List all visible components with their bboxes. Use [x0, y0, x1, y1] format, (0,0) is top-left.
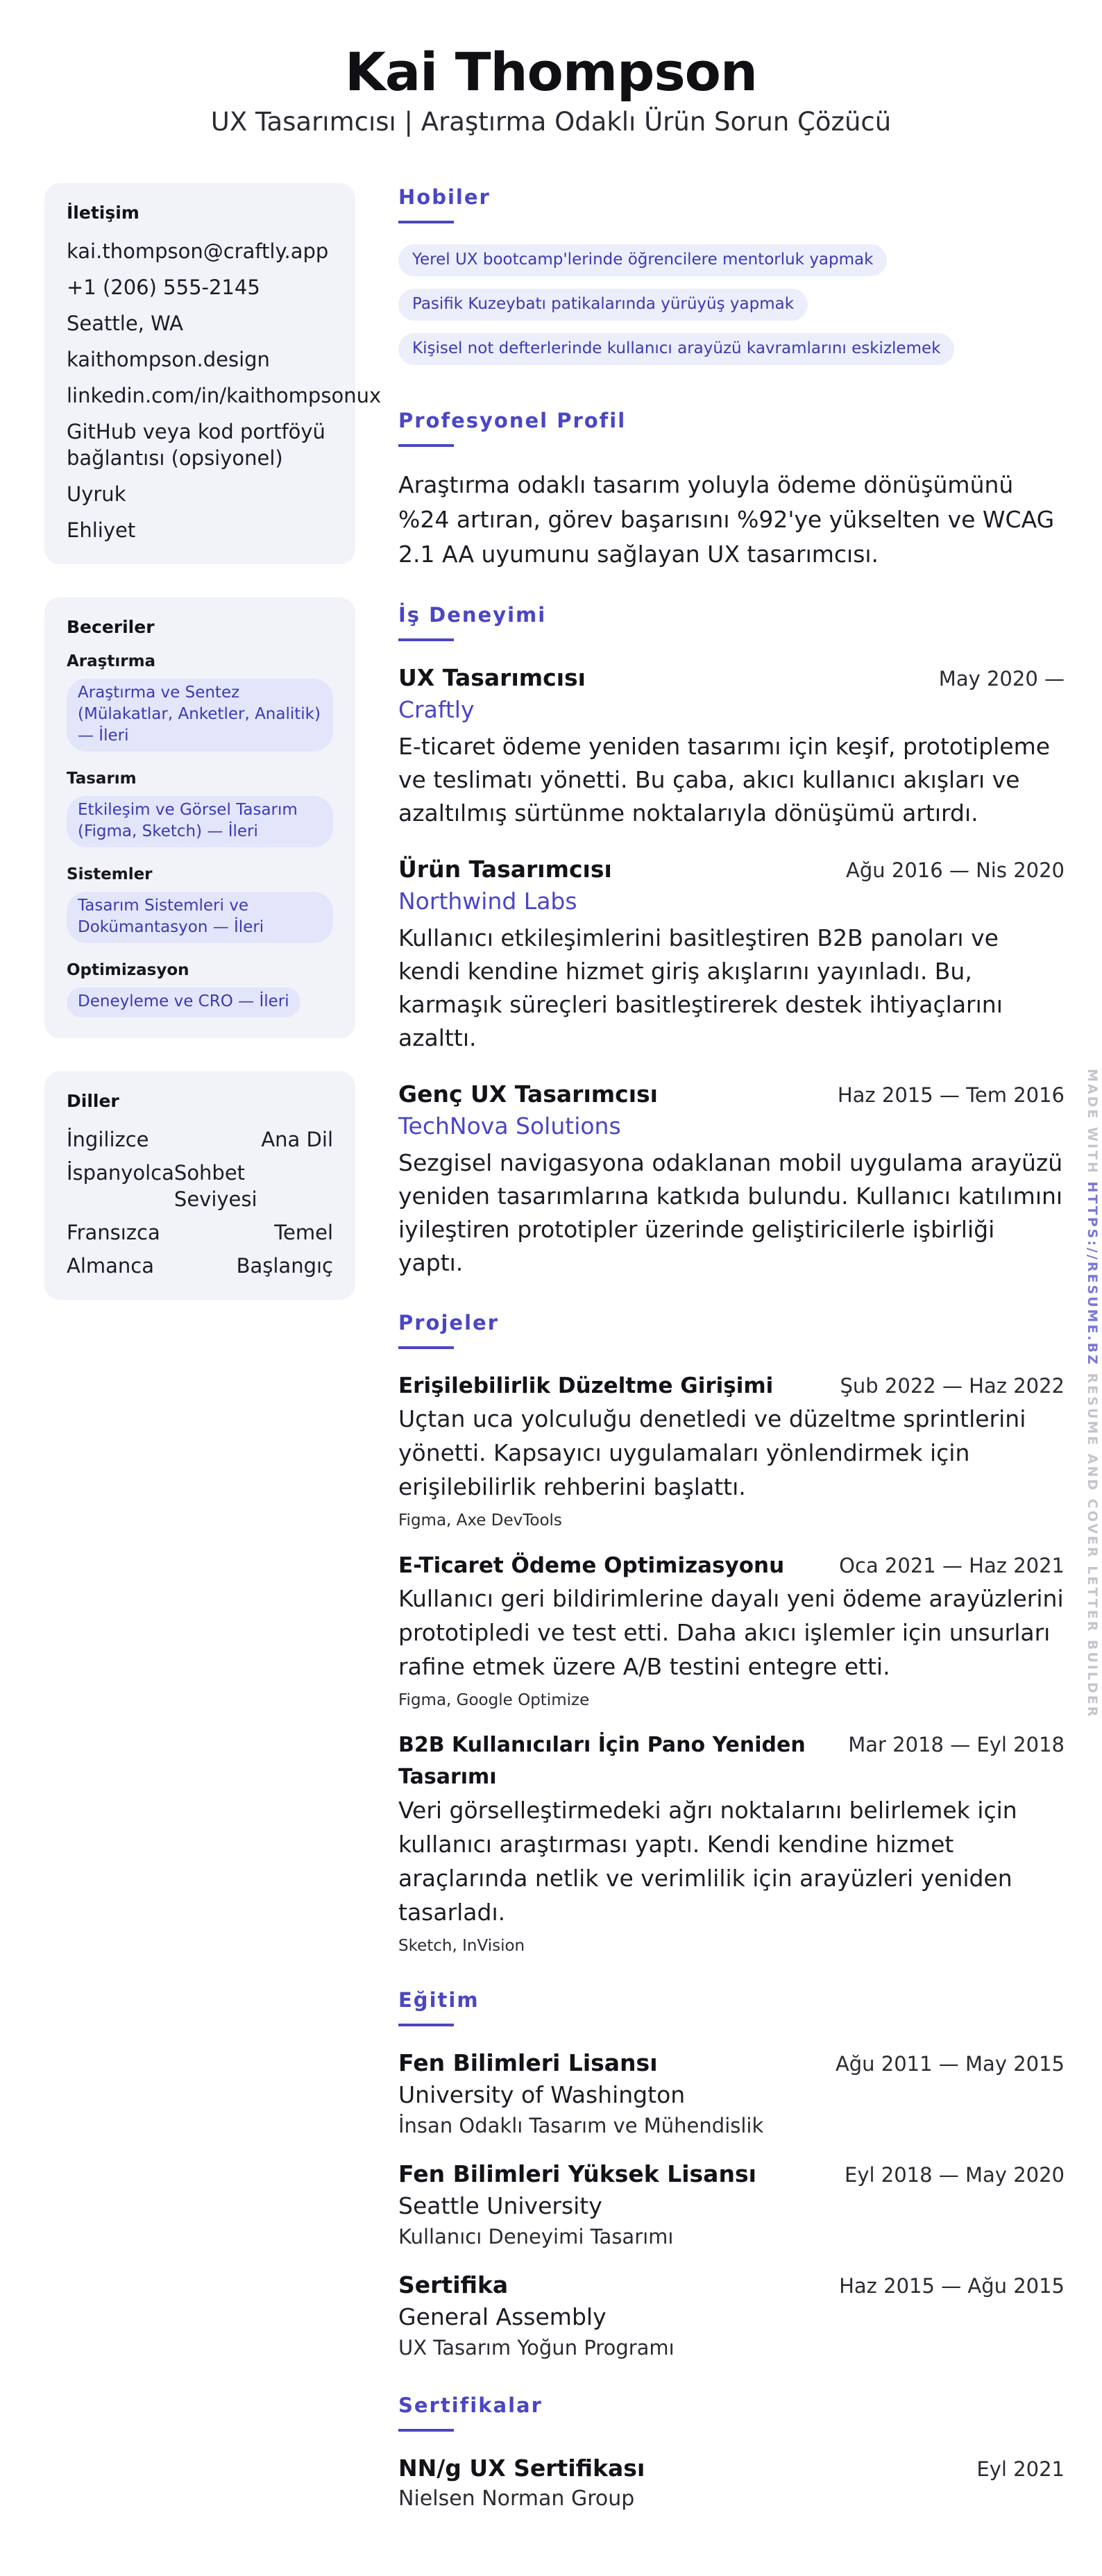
- education-entry: [398, 2158, 1065, 2251]
- project-tools: Figma, Google Optimize: [398, 1691, 590, 1709]
- education-field: İnsan Odaklı Tasarım ve Mühendislik: [398, 2114, 764, 2137]
- skill-pill: Etkileşim ve Görsel Tasarım (Figma, Sketch) — İleri: [67, 796, 333, 847]
- experience-entry: [398, 854, 1065, 1055]
- language-name: İspanyolca: [67, 1161, 174, 1185]
- job-description: Kullanıcı etkileşimlerini basitleştiren B2B panoları ve kendi kendine hizmet giriş akışlarını yayınladı. Bu, karmaşık süreçleri basitleştirerek destek ihtiyaçlarını azalttı.: [398, 924, 1003, 1051]
- hobby-pill: Pasifik Kuzeybatı patikalarında yürüyüş yapmak: [398, 289, 808, 321]
- project-description: Veri görselleştirmedeki ağrı noktalarını belirlemek için kullanıcı araştırması yaptı. Kendi kendine hizmet araçlarında netlik ve verimlilik için arayüzleri yeniden tasarladı.: [398, 1797, 1017, 1926]
- job-role: Genç UX Tasarımcısı: [398, 1081, 658, 1108]
- hobbies-title: Hobiler: [398, 185, 491, 209]
- language-name: İngilizce: [67, 1128, 149, 1151]
- education-date: Haz 2015 — Ağu 2015: [839, 2274, 1065, 2298]
- sidebar: [44, 183, 382, 1333]
- education-title: Eğitim: [398, 1988, 480, 2012]
- skills-title: Beceriler: [67, 617, 155, 637]
- section-divider: [398, 638, 454, 641]
- education-degree: Sertifika: [398, 2271, 509, 2298]
- skill-pill: Deneyleme ve CRO — İleri: [67, 988, 300, 1017]
- section-divider: [398, 2429, 454, 2432]
- contact-title: İletişim: [67, 203, 139, 223]
- skill-group-name: Sistemler: [67, 865, 153, 883]
- project-description: Uçtan uca yolculuğu denetledi ve düzeltme sprintlerini yönetti. Kapsayıcı uygulamaları yönlendirmek için erişilebilirlik rehberini başlattı.: [398, 1405, 1026, 1500]
- hobbies-section: [398, 183, 1065, 378]
- contact-website[interactable]: kaithompson.design: [67, 348, 270, 371]
- project-tools: Figma, Axe DevTools: [398, 1511, 562, 1530]
- language-level: Başlangıç: [236, 1254, 333, 1278]
- profile-title: Profesyonel Profil: [398, 409, 627, 432]
- skill-group-name: Tasarım: [67, 770, 137, 788]
- language-row: [67, 1160, 333, 1212]
- job-company: TechNova Solutions: [398, 1112, 621, 1139]
- project-entry: [398, 1370, 1065, 1532]
- resume-header: [0, 40, 1102, 139]
- contact-linkedin[interactable]: linkedin.com/in/kaithompsonux: [67, 384, 382, 407]
- language-row: [67, 1253, 333, 1279]
- experience-entry: [398, 662, 1065, 830]
- education-degree: Fen Bilimleri Lisansı: [398, 2049, 658, 2076]
- education-entry: [398, 2269, 1065, 2362]
- project-entry: [398, 1550, 1065, 1711]
- language-row: [67, 1126, 333, 1153]
- job-description: E-ticaret ödeme yeniden tasarımı için keşif, prototipleme ve teslimatı yönetti. Bu çaba, akıcı kullanıcı akışları ve azaltılmış sürtünme noktalarıyla dönüşümü artırdı.: [398, 733, 1051, 827]
- projects-section: [398, 1309, 1065, 1957]
- projects-title: Projeler: [398, 1311, 499, 1334]
- person-name: Kai Thompson: [345, 41, 757, 103]
- job-role: Ürün Tasarımcısı: [398, 856, 612, 883]
- skills-card: [44, 598, 355, 1038]
- profile-section: [398, 407, 1065, 572]
- certification-name: NN/g UX Sertifikası: [398, 2455, 645, 2482]
- job-description: Sezgisel navigasyona odaklanan mobil uygulama arayüzü yeniden tasarımlarına katkıda bulundu. Kullanıcı katılımını iyileştiren prototipler üzerinde geliştiricilerle işbirliği yaptı.: [398, 1149, 1063, 1276]
- language-level: Ana Dil: [261, 1128, 333, 1151]
- project-description: Kullanıcı geri bildirimlerine dayalı yeni ödeme arayüzlerini prototipledi ve test etti. Daha akıcı işlemler için unsurları rafine etmek üzere A/B testini entegre etti.: [398, 1585, 1064, 1680]
- job-company: Northwind Labs: [398, 888, 577, 915]
- section-divider: [398, 2024, 454, 2026]
- project-tools: Sketch, InVision: [398, 1937, 525, 1955]
- contact-location: Seattle, WA: [67, 312, 184, 335]
- main-content: [398, 183, 1065, 2514]
- skill-group: [67, 770, 333, 847]
- language-name: Almanca: [67, 1254, 155, 1278]
- education-date: Eyl 2018 — May 2020: [845, 2163, 1065, 2187]
- watermark-text: [1085, 1069, 1100, 1718]
- education-degree: Fen Bilimleri Yüksek Lisansı: [398, 2160, 756, 2187]
- project-name: B2B Kullanıcıları İçin Pano Yeniden Tasarımı: [398, 1733, 806, 1789]
- certifications-section: [398, 2391, 1065, 2514]
- skill-pill: Araştırma ve Sentez (Mülakatlar, Anketler, Analitik) — İleri: [67, 679, 333, 752]
- education-entry: [398, 2047, 1065, 2140]
- certification-entry: [398, 2452, 1065, 2514]
- profile-text: Araştırma odaklı tasarım yoluyla ödeme dönüşümünü %24 artıran, görev başarısını %92'ye yükselten ve WCAG 2.1 AA uyumunu sağlayan UX tasarımcısı.: [398, 471, 1055, 568]
- education-section: [398, 1986, 1065, 2362]
- experience-section: [398, 601, 1065, 1280]
- language-level: Temel: [274, 1221, 333, 1244]
- experience-entry: [398, 1078, 1065, 1280]
- skill-pill: Tasarım Sistemleri ve Dokümantasyon — İleri: [67, 892, 333, 943]
- education-institution: University of Washington: [398, 2081, 686, 2108]
- project-date: Oca 2021 — Haz 2021: [839, 1554, 1065, 1577]
- certification-date: Eyl 2021: [976, 2457, 1065, 2481]
- certification-issuer: Nielsen Norman Group: [398, 2486, 635, 2511]
- builder-watermark: [1085, 1069, 1102, 1719]
- skill-group: [67, 961, 333, 1017]
- watermark-prefix: MADE WITH: [1085, 1069, 1100, 1182]
- contact-card: [44, 183, 382, 564]
- project-name: E-Ticaret Ödeme Optimizasyonu: [398, 1553, 785, 1578]
- watermark-suffix: RESUME AND COVER LETTER BUILDER: [1085, 1366, 1100, 1719]
- contact-email[interactable]: kai.thompson@craftly.app: [67, 239, 329, 263]
- section-divider: [398, 1346, 454, 1349]
- skill-group: [67, 652, 333, 752]
- skill-group-name: Optimizasyon: [67, 961, 189, 979]
- job-date: Haz 2015 — Tem 2016: [837, 1083, 1065, 1107]
- language-level: Sohbet Seviyesi: [173, 1161, 257, 1211]
- education-institution: Seattle University: [398, 2192, 602, 2219]
- contact-github[interactable]: GitHub veya kod portföyü bağlantısı (opsiyonel): [67, 420, 325, 470]
- job-date: Ağu 2016 — Nis 2020: [846, 858, 1065, 882]
- project-date: Şub 2022 — Haz 2022: [840, 1374, 1065, 1398]
- job-date: May 2020 —: [938, 667, 1065, 690]
- hobby-pill: Kişisel not defterlerinde kullanıcı arayüzü kavramlarını eskizlemek: [398, 333, 954, 365]
- education-field: UX Tasarım Yoğun Programı: [398, 2336, 675, 2359]
- watermark-link[interactable]: HTTPS://RESUME.BZ: [1085, 1181, 1100, 1366]
- hobby-pill: Yerel UX bootcamp'lerinde öğrencilere mentorluk yapmak: [398, 244, 887, 276]
- contact-nationality: Uyruk: [67, 482, 126, 506]
- contact-license: Ehliyet: [67, 518, 136, 542]
- education-institution: General Assembly: [398, 2303, 607, 2330]
- language-name: Fransızca: [67, 1221, 160, 1244]
- project-name: Erişilebilirlik Düzeltme Girişimi: [398, 1373, 774, 1398]
- job-role: UX Tasarımcısı: [398, 664, 586, 691]
- skill-group-name: Araştırma: [67, 652, 156, 670]
- language-row: [67, 1219, 333, 1246]
- languages-card: [44, 1071, 355, 1300]
- contact-phone[interactable]: +1 (206) 555-2145: [67, 276, 260, 299]
- certifications-title: Sertifikalar: [398, 2393, 543, 2417]
- section-divider: [398, 444, 454, 447]
- section-divider: [398, 221, 454, 223]
- person-subtitle: UX Tasarımcısı | Araştırma Odaklı Ürün Sorun Çözücü: [210, 107, 892, 137]
- skill-group: [67, 865, 333, 943]
- education-field: Kullanıcı Deneyimi Tasarımı: [398, 2225, 674, 2248]
- project-entry: [398, 1729, 1065, 1957]
- languages-title: Diller: [67, 1091, 119, 1111]
- job-company: Craftly: [398, 696, 475, 723]
- education-date: Ağu 2011 — May 2015: [835, 2052, 1065, 2076]
- experience-title: İş Deneyimi: [398, 603, 547, 627]
- project-date: Mar 2018 — Eyl 2018: [848, 1733, 1065, 1756]
